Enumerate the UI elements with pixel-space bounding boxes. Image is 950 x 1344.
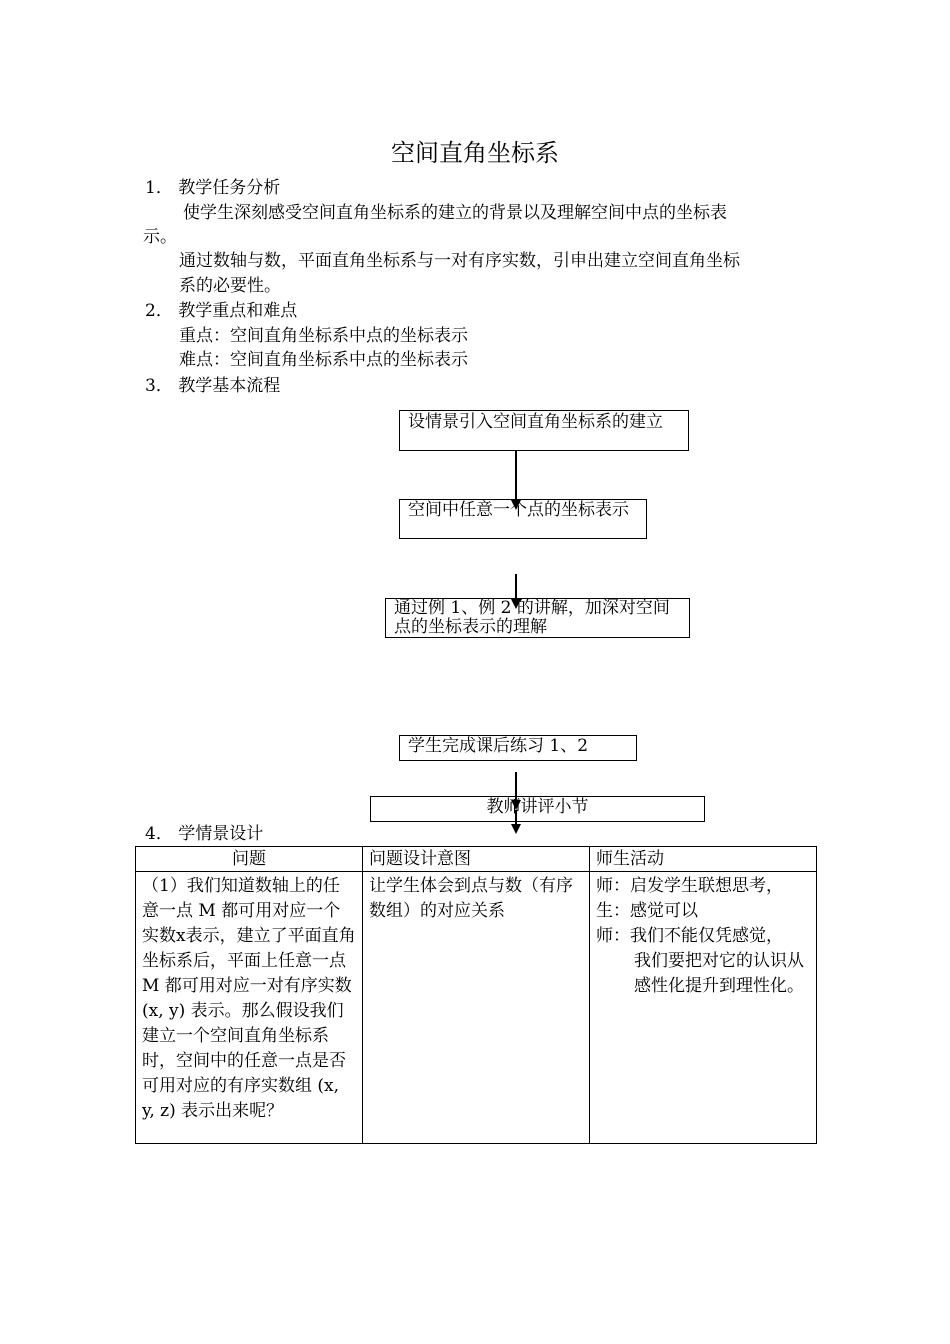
section-1-paragraph-2: 通过数轴与数，平面直角坐标系与一对有序实数，引申出建立空间直角坐标 (179, 251, 740, 271)
section-1-paragraph-2-cont: 系的必要性。 (179, 276, 281, 296)
section-3-heading: 3． 教学基本流程 (145, 376, 281, 396)
activity-line-3: 师：我们不能仅凭感觉， (596, 926, 783, 946)
flow-step-5: 教师讲评小节 (370, 796, 705, 822)
header-intent: 问题设计意图 (363, 847, 590, 872)
flow-arrow-4 (515, 810, 517, 832)
activity-cell (590, 872, 817, 1144)
question-cell: （1）我们知道数轴上的任意一点 M 都可用对应一个实数x表示，建立了平面直角坐标系后，平面上任意一点 M 都可用对应一对有序实数 (x, y) 表示。那么假设我们建立一个空间直角坐标系时，空间中的任意一点是否可用对应的有序实数组 (x, y, z) 表示出来呢？ (136, 872, 363, 1144)
flow-step-1: 设情景引入空间直角坐标系的建立 (399, 410, 689, 451)
section-1-heading: 1． 教学任务分析 (145, 178, 281, 198)
header-activity: 师生活动 (590, 847, 817, 872)
flow-step-2: 空间中任意一个点的坐标表示 (399, 499, 647, 539)
key-point: 重点：空间直角坐标系中点的坐标表示 (179, 326, 468, 346)
header-question: 问题 (136, 847, 363, 872)
flow-step-3: 通过例 1、例 2 的讲解，加深对空间点的坐标表示的理解 (385, 598, 690, 638)
section-4-heading: 4． 学情景设计 (145, 824, 264, 844)
activity-line-2: 生：感觉可以 (596, 901, 698, 921)
intent-cell: 让学生体会到点与数（有序数组）的对应关系 (363, 872, 590, 1144)
difficult-point: 难点：空间直角坐标系中点的坐标表示 (179, 350, 468, 370)
table-row (136, 872, 817, 1144)
activity-line-1: 师：启发学生联想思考， (596, 876, 783, 896)
situation-design-table (135, 846, 817, 1144)
section-2-heading: 2． 教学重点和难点 (145, 301, 298, 321)
flow-step-4: 学生完成课后练习 1、2 (399, 735, 637, 761)
page-title: 空间直角坐标系 (391, 139, 559, 167)
section-1-paragraph-1-cont: 示。 (143, 227, 177, 247)
activity-line-4: 我们要把对它的认识从感性化提升到理性化。 (634, 951, 804, 996)
section-1-paragraph-1: 使学生深刻感受空间直角坐标系的建立的背景以及理解空间中点的坐标表 (183, 203, 727, 223)
table-header-row (136, 847, 817, 872)
